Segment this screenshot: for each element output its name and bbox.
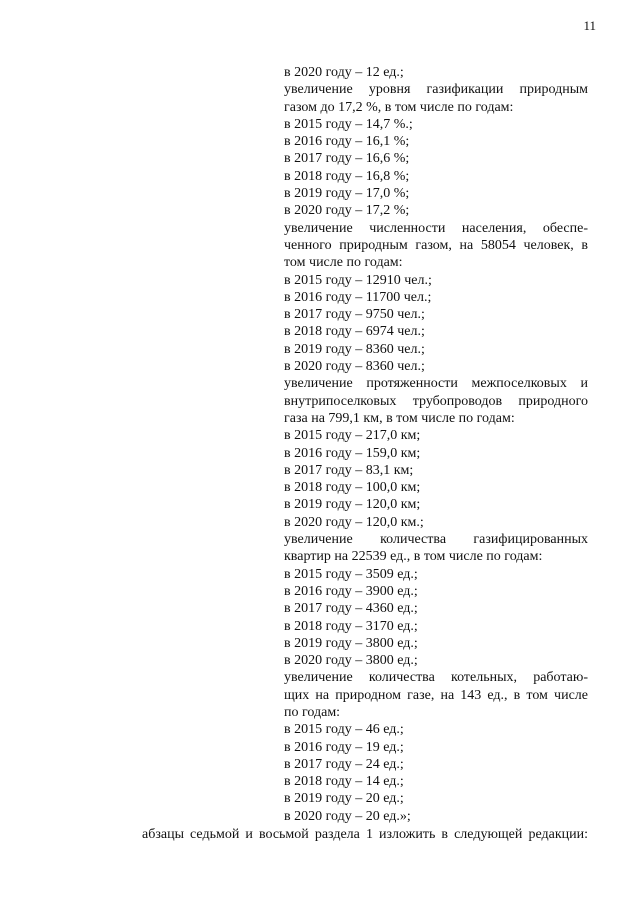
text-line: по годам: [284, 704, 341, 720]
text-line: в 2017 году – 16,6 %; [284, 151, 410, 167]
text-line: в 2019 году – 20 ед.; [284, 791, 404, 807]
text-line: в 2018 году – 14 ед.; [284, 774, 404, 790]
text-line: в 2015 году – 3509 ед.; [284, 566, 418, 582]
text-line: газа на 799,1 км, в том числе по годам: [284, 410, 515, 426]
text-line: в 2016 году – 16,1 %; [284, 134, 410, 150]
text-line: в 2017 году – 24 ед.; [284, 756, 404, 772]
text-line: в 2020 году – 120,0 км.; [284, 514, 424, 530]
text-line: внутрипоселковых трубопроводов природного [284, 393, 588, 409]
text-line: увеличение уровня газификации природным [284, 82, 588, 98]
text-line: в 2016 году – 3900 ед.; [284, 583, 418, 599]
text-line: щих на природном газе, на 143 ед., в том числе [284, 687, 588, 703]
text-line: в 2019 году – 3800 ед.; [284, 635, 418, 651]
page-number: 11 [583, 18, 596, 33]
text-line: в 2015 году – 12910 чел.; [284, 272, 432, 288]
text-line: в 2018 году – 16,8 %; [284, 168, 410, 184]
text-line: в 2017 году – 83,1 км; [284, 462, 414, 478]
text-line: том числе по годам: [284, 255, 403, 271]
text-line: в 2017 году – 4360 ед.; [284, 601, 418, 617]
text-line: в 2020 году – 3800 ед.; [284, 653, 418, 669]
text-line: увеличение количества котельных, работаю- [284, 670, 588, 686]
document-body [284, 64, 588, 825]
text-line: в 2017 году – 9750 чел.; [284, 307, 425, 323]
text-line: в 2016 году – 11700 чел.; [284, 289, 432, 305]
text-line: увеличение протяженности межпоселковых и [284, 376, 588, 392]
closing-paragraph: абзацы седьмой и восьмой раздела 1 изложить в следующей редакции: [142, 827, 588, 842]
text-line: квартир на 22539 ед., в том числе по годам: [284, 549, 543, 565]
text-line: в 2015 году – 14,7 %.; [284, 116, 413, 132]
text-line: в 2015 году – 46 ед.; [284, 722, 404, 738]
text-line: в 2020 году – 17,2 %; [284, 203, 410, 219]
text-line: увеличение численности населения, обеспе- [284, 220, 588, 236]
text-line: в 2020 году – 20 ед.»; [284, 808, 411, 824]
text-line: в 2018 году – 3170 ед.; [284, 618, 418, 634]
text-line: в 2019 году – 120,0 км; [284, 497, 421, 513]
text-line: в 2020 году – 12 ед.; [284, 65, 404, 80]
text-line: в 2018 году – 6974 чел.; [284, 324, 425, 340]
text-line: в 2015 году – 217,0 км; [284, 428, 421, 444]
text-line: в 2016 году – 159,0 км; [284, 445, 421, 461]
text-line: газом до 17,2 %, в том числе по годам: [284, 99, 514, 115]
text-line: ченного природным газом, на 58054 человек, в [284, 237, 588, 253]
text-line: в 2020 году – 8360 чел.; [284, 359, 425, 375]
text-line: в 2019 году – 17,0 %; [284, 186, 410, 202]
text-line: увеличение количества газифицированных [284, 532, 588, 548]
text-line: в 2016 году – 19 ед.; [284, 739, 404, 755]
text-line: в 2018 году – 100,0 км; [284, 480, 421, 496]
text-line: в 2019 году – 8360 чел.; [284, 341, 425, 357]
